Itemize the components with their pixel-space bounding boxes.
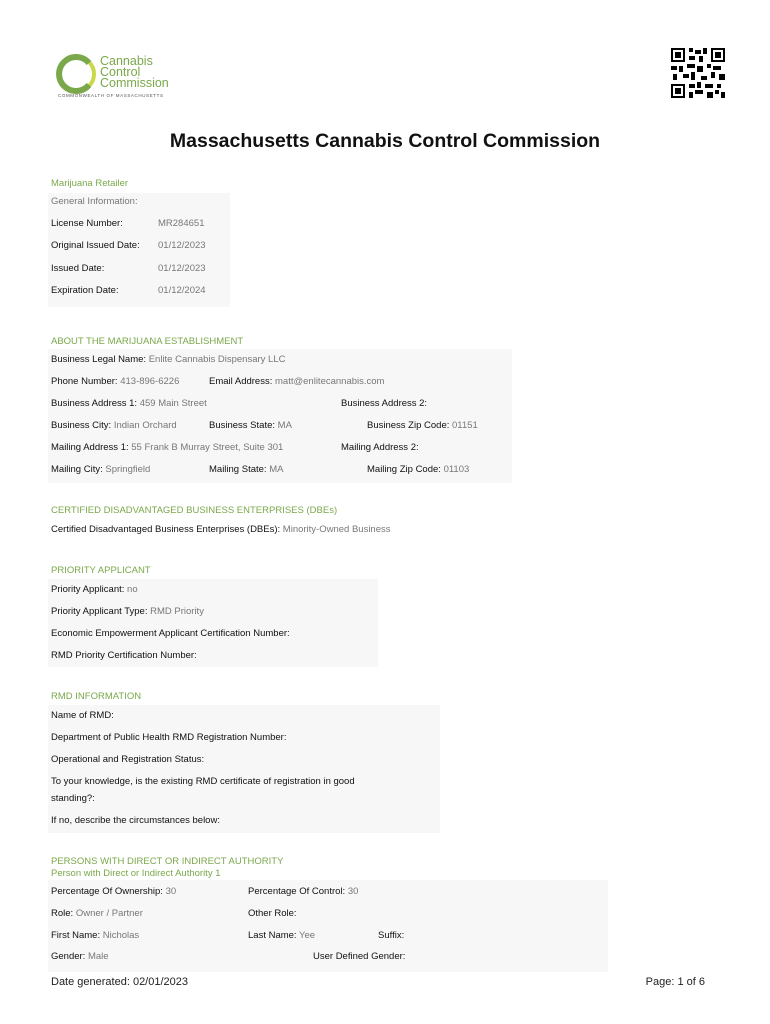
issued-date-label: Issued Date: (51, 263, 105, 274)
business-address2-field: Business Address 2: (341, 398, 428, 409)
business-state-field: Business State: MA (209, 420, 292, 431)
dbe-field: Certified Disadvantaged Business Enterprises (DBEs): Minority-Owned Business (51, 524, 391, 535)
rmd-good-standing-label: To your knowledge, is the existing RMD certificate of registration in good (51, 776, 355, 787)
dbe-heading: CERTIFIED DISADVANTAGED BUSINESS ENTERPRISES (DBEs) (51, 505, 338, 516)
mailing-address1-field: Mailing Address 1: 55 Frank B Murray Street, Suite 301 (51, 442, 284, 453)
first-name-field: First Name: Nicholas (51, 930, 140, 941)
mailing-zip-field: Mailing Zip Code: 01103 (367, 464, 470, 475)
user-defined-gender-field: User Defined Gender: (313, 951, 406, 962)
date-generated: Date generated: 02/01/2023 (51, 976, 189, 988)
rmd-good-standing-label-cont: standing?: (51, 793, 95, 804)
logo-wordmark: Cannabis Control Commission (100, 54, 169, 90)
last-name-field: Last Name: Yee (248, 930, 316, 941)
business-zip-field: Business Zip Code: 01151 (367, 420, 478, 431)
qr-code-icon (671, 48, 725, 98)
rmd-name-label: Name of RMD: (51, 710, 114, 721)
rmd-priority-cert-field: RMD Priority Certification Number: (51, 650, 197, 661)
rmd-circumstances-label: If no, describe the circumstances below: (51, 815, 220, 826)
expiration-date-label: Expiration Date: (51, 285, 119, 296)
persons-heading: PERSONS WITH DIRECT OR INDIRECT AUTHORITY (51, 856, 284, 867)
logo-subtitle: COMMONWEALTH OF MASSACHUSETTS (58, 93, 164, 98)
priority-applicant-field: Priority Applicant: no (51, 584, 138, 595)
mailing-state-field: Mailing State: MA (209, 464, 284, 475)
rmd-panel (48, 705, 440, 833)
original-issued-date-value: 01/12/2023 (158, 240, 206, 251)
issued-date-value: 01/12/2023 (158, 263, 206, 274)
econ-empowerment-field: Economic Empowerment Applicant Certification Number: (51, 628, 290, 639)
control-field: Percentage Of Control: 30 (248, 886, 359, 897)
ownership-field: Percentage Of Ownership: 30 (51, 886, 177, 897)
general-info-label: General Information: (51, 196, 138, 207)
legal-name-field: Business Legal Name: Enlite Cannabis Dispensary LLC (51, 354, 286, 365)
role-field: Role: Owner / Partner (51, 908, 143, 919)
establishment-heading: ABOUT THE MARIJUANA ESTABLISHMENT (51, 336, 244, 347)
original-issued-date-label: Original Issued Date: (51, 240, 140, 251)
rmd-dph-label: Department of Public Health RMD Registration Number: (51, 732, 287, 743)
page-number: Page: 1 of 6 (645, 976, 705, 988)
rmd-heading: RMD INFORMATION (51, 691, 142, 702)
persons-subheading: Person with Direct or Indirect Authority 1 (51, 868, 221, 879)
establishment-panel (48, 349, 512, 483)
gender-field: Gender: Male (51, 951, 109, 962)
license-number-value: MR284651 (158, 218, 205, 229)
priority-type-field: Priority Applicant Type: RMD Priority (51, 606, 204, 617)
business-address1-field: Business Address 1: 459 Main Street (51, 398, 207, 409)
other-role-field: Other Role: (248, 908, 297, 919)
rmd-status-label: Operational and Registration Status: (51, 754, 205, 765)
page-title: Massachusetts Cannabis Control Commission (169, 130, 601, 152)
phone-field: Phone Number: 413-896-6226 (51, 376, 180, 387)
mailing-address2-field: Mailing Address 2: (341, 442, 419, 453)
suffix-field: Suffix: (378, 930, 405, 941)
mailing-city-field: Mailing City: Springfield (51, 464, 151, 475)
expiration-date-value: 01/12/2024 (158, 285, 206, 296)
license-number-label: License Number: (51, 218, 123, 229)
license-type: Marijuana Retailer (51, 178, 129, 189)
email-field: Email Address: matt@enlitecannabis.com (209, 376, 385, 387)
priority-heading: PRIORITY APPLICANT (51, 565, 151, 576)
business-city-field: Business City: Indian Orchard (51, 420, 177, 431)
